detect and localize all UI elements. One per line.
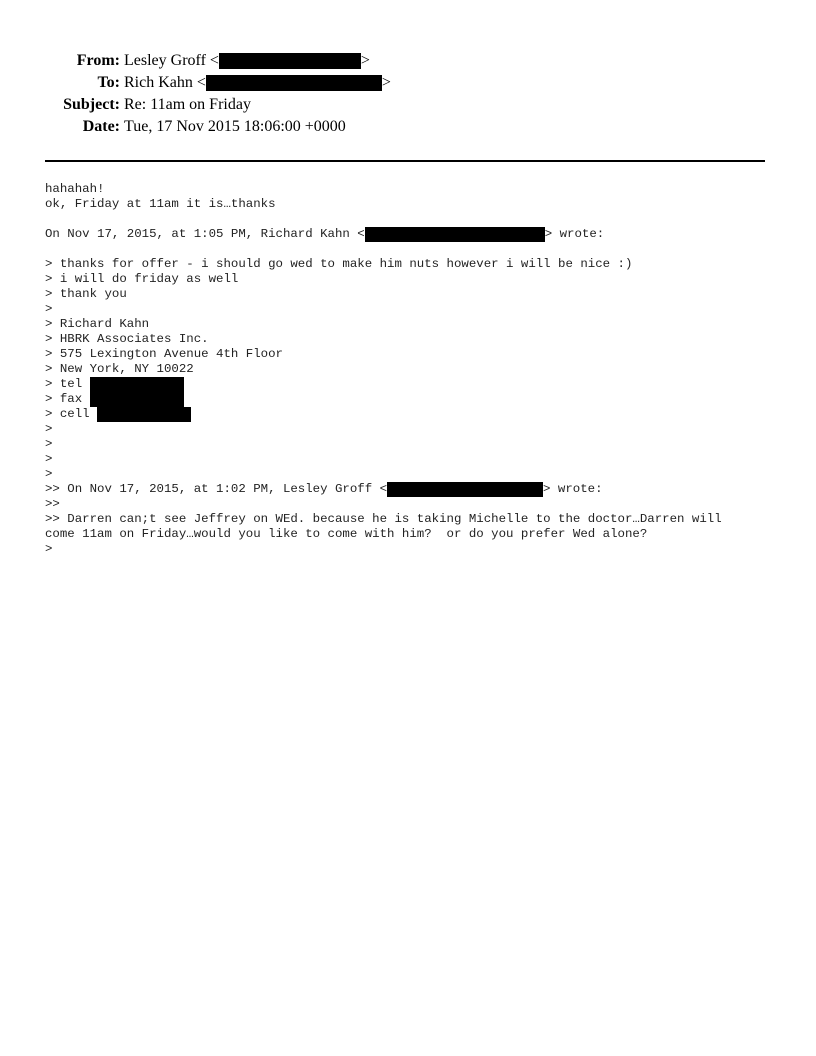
body-line: > New York, NY 10022 — [45, 362, 194, 376]
nested-quote-intro-end: > wrote: — [543, 482, 603, 496]
nested-quote-intro-text: >> On Nov 17, 2015, at 1:02 PM, Lesley Groff < — [45, 482, 388, 496]
redaction-block — [365, 227, 545, 242]
from-end: > — [360, 52, 370, 69]
body-line: > i will do friday as well — [45, 272, 239, 286]
quote-intro-text: On Nov 17, 2015, at 1:05 PM, Richard Kahn < — [45, 227, 365, 241]
date-label: Date: — [82, 118, 120, 135]
body-line — [45, 407, 775, 422]
quote-intro-end: > wrote: — [544, 227, 605, 241]
body-line: > — [45, 467, 53, 481]
body-line — [45, 212, 775, 227]
body-line: > — [45, 422, 53, 436]
from-row — [0, 50, 816, 72]
email-body — [45, 182, 775, 557]
to-value — [124, 72, 391, 94]
body-line: > — [45, 452, 53, 466]
date-value: Tue, 17 Nov 2015 18:06:00 +0000 — [124, 118, 346, 135]
body-line: > HBRK Associates Inc. — [45, 332, 209, 346]
to-name: Rich Kahn < — [124, 74, 206, 91]
from-name: Lesley Groff < — [124, 52, 219, 69]
to-row — [0, 72, 816, 94]
body-line: > — [45, 542, 53, 556]
body-line: > thank you — [45, 287, 127, 301]
body-line — [45, 392, 775, 407]
subject-row — [0, 94, 816, 116]
to-label: To: — [97, 74, 120, 91]
redaction-block — [219, 53, 361, 69]
email-header — [0, 50, 816, 138]
body-line: > — [45, 302, 53, 316]
body-line — [45, 482, 775, 497]
body-line: come 11am on Friday…would you like to come with him? or do you prefer Wed alone? — [45, 527, 648, 541]
tel-label: > tel — [45, 377, 90, 391]
body-line — [45, 227, 775, 242]
redaction-block — [90, 377, 184, 392]
body-line: ok, Friday at 11am it is…thanks — [45, 197, 276, 211]
date-row — [0, 116, 816, 138]
redaction-block — [90, 392, 184, 407]
body-line: hahahah! — [45, 182, 105, 196]
body-line: > 575 Lexington Avenue 4th Floor — [45, 347, 283, 361]
body-line: > thanks for offer - i should go wed to make him nuts however i will be nice :) — [45, 257, 633, 271]
body-line — [45, 377, 775, 392]
body-line: > — [45, 437, 53, 451]
to-end: > — [381, 74, 391, 91]
body-line — [45, 242, 775, 257]
body-line: >> — [45, 497, 60, 511]
header-divider — [45, 160, 765, 162]
fax-label: > fax — [45, 392, 90, 406]
body-line: >> Darren can;t see Jeffrey on WEd. because he is taking Michelle to the doctor…Darren will — [45, 512, 722, 526]
redaction-block — [97, 407, 191, 422]
cell-label: > cell — [45, 407, 98, 421]
from-value — [124, 50, 370, 72]
subject-value: Re: 11am on Friday — [124, 96, 251, 113]
subject-label: Subject: — [63, 96, 120, 113]
redaction-block — [206, 75, 382, 91]
from-label: From: — [76, 52, 120, 69]
redaction-block — [387, 482, 543, 497]
body-line: > Richard Kahn — [45, 317, 150, 331]
